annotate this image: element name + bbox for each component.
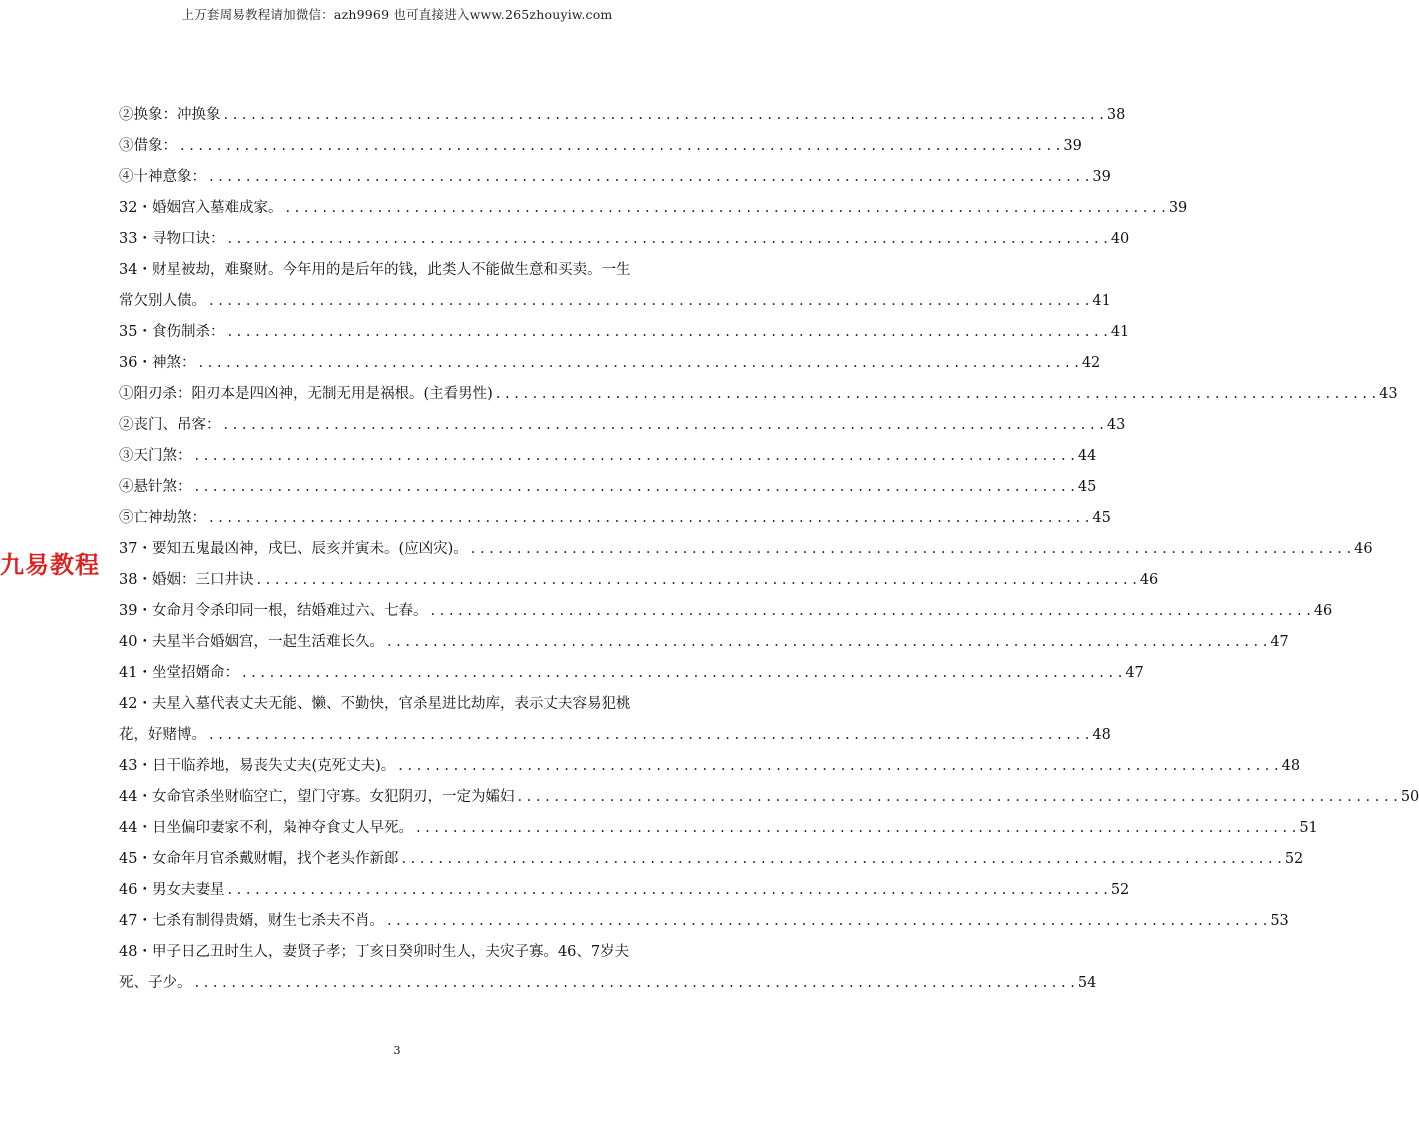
dot-leader bbox=[209, 720, 1089, 751]
dot-leader bbox=[209, 286, 1089, 317]
toc-entry[interactable] bbox=[119, 968, 1097, 999]
toc-entry[interactable] bbox=[119, 875, 1130, 906]
toc-entry-text: 42・夫星入墓代表丈夫无能、懒、不勤快，官杀星进比劫库，表示丈夫容易犯桃 bbox=[119, 696, 631, 712]
toc-page-number: 54 bbox=[1077, 975, 1097, 991]
toc-entry[interactable] bbox=[119, 131, 1082, 162]
toc-entry-text: 48・甲子日乙丑时生人，妻贤子孝；丁亥日癸卯时生人，夫灾子寡。46、7岁夫 bbox=[119, 944, 630, 960]
toc-page-number: 53 bbox=[1270, 913, 1289, 929]
toc-entry-text: 43・日干临养地，易丧失丈夫(克死丈夫)。 bbox=[119, 758, 396, 774]
toc-page-number: 39 bbox=[1092, 169, 1111, 185]
toc-entry-text: 41・坐堂招婿命： bbox=[119, 665, 239, 681]
toc-entry[interactable] bbox=[119, 441, 1097, 472]
toc-entry-text: 39・女命月令杀印同一根，结婚难过六、七春。 bbox=[119, 603, 428, 619]
toc-page-number: 46 bbox=[1354, 541, 1373, 557]
toc-entry-text: 死、子少。 bbox=[119, 975, 192, 991]
toc-page-number: 39 bbox=[1063, 138, 1082, 154]
toc-entry[interactable] bbox=[119, 348, 1101, 379]
toc-entry-text: ②丧门、吊客： bbox=[119, 417, 221, 433]
toc-entry-text: ④十神意象： bbox=[119, 169, 206, 185]
toc-entry[interactable] bbox=[119, 596, 1333, 627]
toc-entry-text: 花，好赌博。 bbox=[119, 727, 206, 743]
toc-entry[interactable] bbox=[119, 286, 1111, 317]
dot-leader bbox=[398, 751, 1278, 782]
toc-entry[interactable] bbox=[119, 162, 1111, 193]
toc-entry-text: 44・日坐偏印妻家不利，枭神夺食丈人早死。 bbox=[119, 820, 413, 836]
toc-entry[interactable] bbox=[119, 720, 1111, 751]
toc-page-number: 45 bbox=[1092, 510, 1111, 526]
toc-page-number: 48 bbox=[1281, 758, 1301, 774]
toc-entry[interactable] bbox=[119, 224, 1130, 255]
toc-entry-line bbox=[119, 255, 675, 286]
toc-entry-text: 32・婚姻宫入墓难成家。 bbox=[119, 200, 283, 216]
toc-page-number: 41 bbox=[1092, 293, 1111, 309]
toc-entry[interactable] bbox=[119, 472, 1097, 503]
toc-page-number: 39 bbox=[1168, 200, 1188, 216]
dot-leader bbox=[224, 410, 1104, 441]
toc-entry-text: 33・寻物口诀： bbox=[119, 231, 225, 247]
toc-page-number: 51 bbox=[1299, 820, 1318, 836]
dot-leader bbox=[224, 100, 1104, 131]
toc-entry-text: 35・食伤制杀： bbox=[119, 324, 225, 340]
toc-entry-text: 34・财星被劫，难聚财。今年用的是后年的钱，此类人不能做生意和买卖。一生 bbox=[119, 262, 631, 278]
dot-leader bbox=[195, 441, 1075, 472]
dot-leader bbox=[430, 596, 1310, 627]
page-header: 上万套周易教程请加微信：azh9969 也可直接进入www.265zhouyiw.com bbox=[181, 7, 613, 22]
dot-leader bbox=[517, 782, 1397, 813]
dot-leader bbox=[209, 162, 1089, 193]
toc-entry[interactable] bbox=[119, 193, 1188, 224]
toc-entry[interactable] bbox=[119, 534, 1373, 565]
toc-entry-text: ③借象： bbox=[119, 138, 177, 154]
dot-leader bbox=[195, 472, 1075, 503]
toc-entry[interactable] bbox=[119, 782, 1419, 813]
toc-entry[interactable] bbox=[119, 844, 1304, 875]
dot-leader bbox=[471, 534, 1351, 565]
dot-leader bbox=[416, 813, 1296, 844]
toc-entry[interactable] bbox=[119, 379, 1398, 410]
dot-leader bbox=[387, 906, 1267, 937]
table-of-contents bbox=[119, 100, 1419, 999]
dot-leader bbox=[496, 379, 1376, 410]
dot-leader bbox=[387, 627, 1267, 658]
toc-entry-text: ④悬针煞： bbox=[119, 479, 192, 495]
toc-page-number: 52 bbox=[1284, 851, 1304, 867]
dot-leader bbox=[242, 658, 1122, 689]
watermark-logo: 九易教程 bbox=[0, 551, 100, 579]
toc-page-number: 46 bbox=[1139, 572, 1159, 588]
toc-page-number: 40 bbox=[1110, 231, 1130, 247]
toc-entry[interactable] bbox=[119, 658, 1144, 689]
toc-entry[interactable] bbox=[119, 751, 1301, 782]
toc-page-number: 52 bbox=[1110, 882, 1130, 898]
toc-page-number: 50 bbox=[1400, 789, 1419, 805]
dot-leader bbox=[227, 317, 1107, 348]
dot-leader bbox=[195, 968, 1075, 999]
toc-page-number: 41 bbox=[1110, 324, 1130, 340]
dot-leader bbox=[285, 193, 1165, 224]
toc-entry-text: 45・女命年月官杀戴财帽，找个老头作新郎 bbox=[119, 851, 399, 867]
toc-entry-text: 47・七杀有制得贵婿，财生七杀夫不肖。 bbox=[119, 913, 384, 929]
toc-page-number: 47 bbox=[1125, 665, 1144, 681]
toc-entry[interactable] bbox=[119, 565, 1159, 596]
toc-page-number: 48 bbox=[1092, 727, 1111, 743]
toc-entry[interactable] bbox=[119, 100, 1126, 131]
dot-leader bbox=[180, 131, 1060, 162]
toc-entry[interactable] bbox=[119, 813, 1318, 844]
toc-entry[interactable] bbox=[119, 317, 1130, 348]
toc-page-number: 43 bbox=[1106, 417, 1126, 433]
toc-page-number: 38 bbox=[1106, 107, 1126, 123]
toc-entry[interactable] bbox=[119, 627, 1289, 658]
toc-entry-text: 44・女命官杀坐财临空亡，望门守寡。女犯阴刃，一定为孀妇 bbox=[119, 789, 515, 805]
toc-page-number: 45 bbox=[1077, 479, 1097, 495]
dot-leader bbox=[256, 565, 1136, 596]
toc-entry-text: ③天门煞： bbox=[119, 448, 192, 464]
toc-entry[interactable] bbox=[119, 410, 1126, 441]
toc-entry-text: 37・要知五鬼最凶神，戌巳、辰亥并寅未。(应凶灾)。 bbox=[119, 541, 468, 557]
dot-leader bbox=[198, 348, 1078, 379]
toc-page-number: 42 bbox=[1081, 355, 1101, 371]
toc-entry-text: ⑤亡神劫煞： bbox=[119, 510, 206, 526]
dot-leader bbox=[209, 503, 1089, 534]
toc-page-number: 43 bbox=[1379, 386, 1398, 402]
toc-entry-text: 36・神煞： bbox=[119, 355, 196, 371]
toc-page-number: 46 bbox=[1313, 603, 1333, 619]
toc-page-number: 47 bbox=[1270, 634, 1289, 650]
toc-entry-text: 常欠别人债。 bbox=[119, 293, 206, 309]
dot-leader bbox=[227, 875, 1107, 906]
page-number: 3 bbox=[393, 1044, 401, 1057]
toc-entry-text: 46・男女夫妻星 bbox=[119, 882, 225, 898]
toc-entry-text: 38・婚姻：三口井诀 bbox=[119, 572, 254, 588]
dot-leader bbox=[401, 844, 1281, 875]
toc-entry-text: ①阳刃杀：阳刃本是四凶神，无制无用是祸根。(主看男性) bbox=[119, 386, 493, 402]
toc-entry[interactable] bbox=[119, 503, 1111, 534]
toc-entry[interactable] bbox=[119, 906, 1289, 937]
toc-page-number: 44 bbox=[1077, 448, 1097, 464]
toc-entry-line bbox=[119, 689, 675, 720]
toc-entry-text: ②换象：冲换象 bbox=[119, 107, 221, 123]
dot-leader bbox=[227, 224, 1107, 255]
toc-entry-text: 40・夫星半合婚姻宫，一起生活难长久。 bbox=[119, 634, 384, 650]
toc-entry-line bbox=[119, 937, 675, 968]
